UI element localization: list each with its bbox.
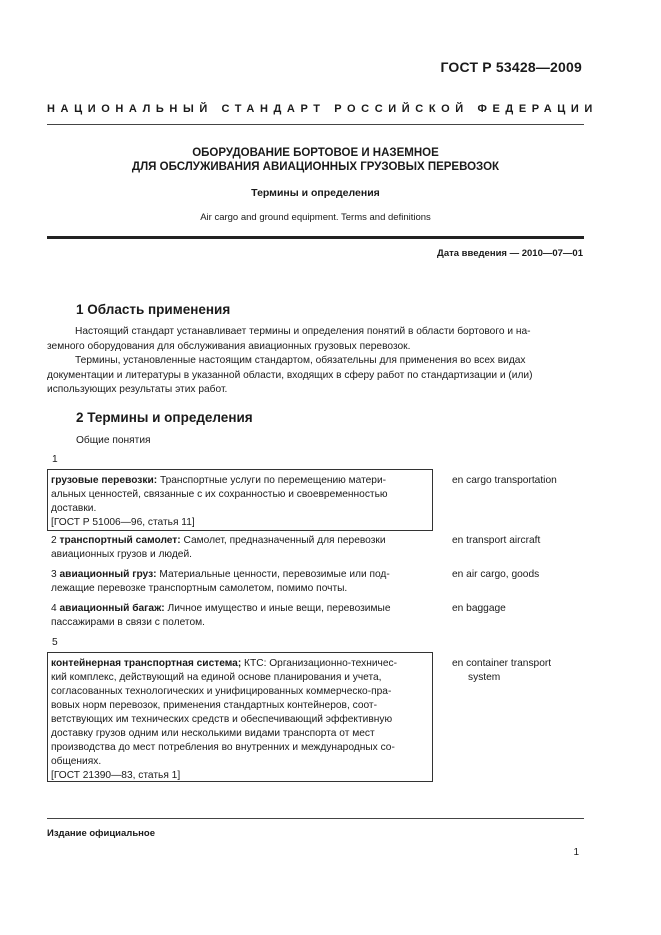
term-4-line-1: 4 авиационный багаж: Личное имущество и иные вещи, перевозимые (51, 603, 391, 614)
term-4-name: авиационный багаж: (59, 603, 165, 614)
term-5-line-7: производства до мест потребления во внутренних и международных со- (51, 742, 395, 753)
term-5-line-8: общениях. (51, 756, 102, 767)
term-2-english: en transport aircraft (452, 535, 541, 546)
term-number: 1 (52, 454, 58, 465)
term-1-english: en cargo transportation (452, 475, 557, 486)
term-1-reference: [ГОСТ Р 51006—96, статья 11] (51, 517, 195, 528)
term-5-english-line-2: system (468, 672, 501, 683)
standard-code: ГОСТ Р 53428—2009 (440, 59, 582, 75)
term-5-line-3: согласованных технологических и унифицированных коммерческо-пра- (51, 686, 392, 697)
term-2-line-1: 2 транспортный самолет: Самолет, предназначенный для перевозки (51, 535, 386, 546)
header-rule (47, 124, 584, 125)
title-rule (47, 236, 584, 239)
term-5-reference: [ГОСТ 21390—83, статья 1] (51, 770, 181, 781)
term-5-line-1: контейнерная транспортная система; КТС: Организационно-техничес- (51, 658, 397, 669)
introduction-date: Дата введения — 2010—07—01 (437, 248, 583, 259)
term-1-line-1: грузовые перевозки: Транспортные услуги по перемещению матери- (51, 475, 387, 486)
title-line-2: ДЛЯ ОБСЛУЖИВАНИЯ АВИАЦИОННЫХ ГРУЗОВЫХ ПЕРЕВОЗОК (131, 161, 500, 173)
section-2-heading: 2 Термины и определения (76, 410, 253, 425)
term-4-english: en baggage (452, 603, 506, 614)
title-line-1: ОБОРУДОВАНИЕ БОРТОВОЕ И НАЗЕМНОЕ (192, 147, 439, 159)
para-1-line-2: земного оборудования для обслуживания авиационных грузовых перевозок. (47, 340, 411, 352)
term-2-line-2: авиационных грузов и людей. (51, 549, 192, 560)
term-1-line-2: альных ценностей, связанные с их сохранностью и своевременностью (51, 489, 388, 500)
term-3-english: en air cargo, goods (452, 569, 540, 580)
general-concepts-label: Общие понятия (76, 435, 151, 446)
para-2-line-2: документации и литературы в указанной области, входящих в сферу работ по стандартизации и (или) (47, 369, 533, 381)
term-3-definition (51, 568, 429, 596)
english-title: Air cargo and ground equipment. Terms and definitions (200, 212, 431, 223)
term-3-name: авиационный груз: (59, 569, 157, 580)
term-5-definition (51, 657, 427, 783)
section-1-heading: 1 Область применения (76, 302, 231, 317)
term-5-english (452, 657, 551, 685)
term-5-line-4: вовых норм перевозок, применения стандартных контейнеров, соот- (51, 700, 377, 711)
term-5-english-line-1: en container transport (452, 658, 552, 669)
section-1-text (47, 325, 583, 398)
official-edition-label: Издание официальное (47, 828, 155, 839)
para-2-line-3: использующих результаты этих работ. (47, 384, 228, 395)
para-2-line-1: Термины, установленные настоящим стандартом, обязательны для применения во всех видах (75, 355, 526, 366)
subtitle: Термины и определения (251, 187, 380, 199)
term-5-line-5: ветствующих им технических средств и обеспечивающий эффективную (51, 714, 393, 725)
term-4-line-2: пассажирами в связи с полетом. (51, 617, 205, 628)
para-1-line-1: Настоящий стандарт устанавливает термины и определения понятий в области бортового и на- (75, 326, 531, 337)
term-5-line-6: доставку грузов одним или несколькими видами транспорта от мест (51, 728, 375, 739)
term-1-definition (51, 474, 427, 530)
term-2-definition (51, 534, 429, 562)
term-4-definition (51, 602, 429, 630)
national-standard-heading: НАЦИОНАЛЬНЫЙ СТАНДАРТ РОССИЙСКОЙ ФЕДЕРАЦИИ (47, 103, 598, 115)
footer-rule (47, 818, 584, 819)
term-2-name: транспортный самолет: (59, 535, 181, 546)
term-3-line-2: лежащие перевозке транспортным самолетом, помимо почты. (51, 583, 348, 594)
term-5-name: контейнерная транспортная система; (51, 658, 242, 669)
term-3-line-1: 3 авиационный груз: Материальные ценности, перевозимые или под- (51, 569, 390, 580)
page-number: 1 (573, 847, 579, 858)
term-5-line-2: кий комплекс, действующий на единой основе планирования и учета, (51, 672, 382, 683)
term-number: 5 (52, 637, 58, 648)
term-1-line-3: доставки. (51, 503, 97, 514)
term-1-name: грузовые перевозки: (51, 475, 158, 486)
